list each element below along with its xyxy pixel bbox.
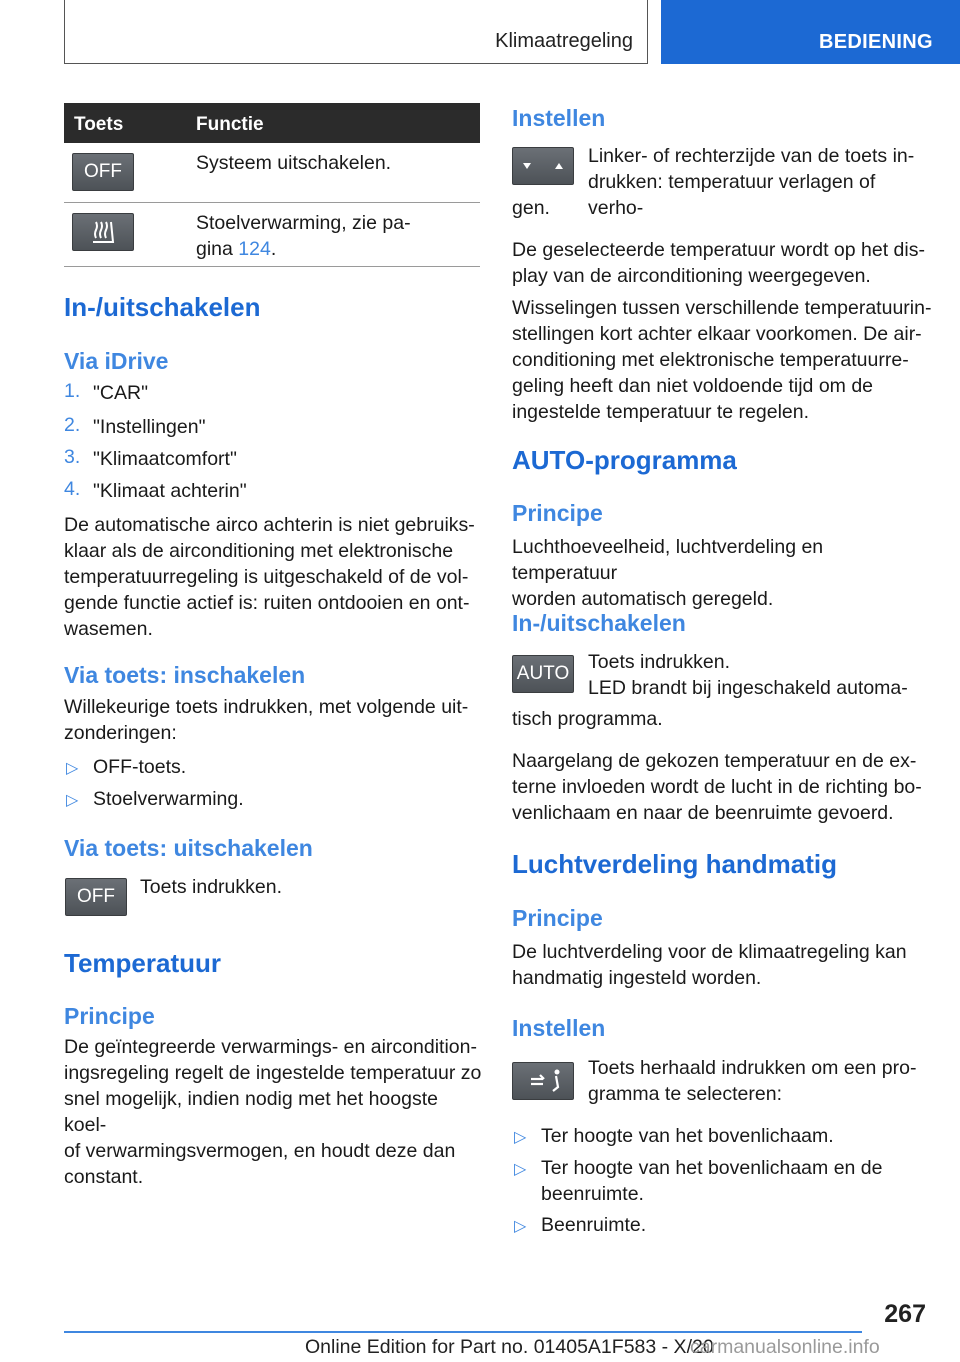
table-row-function <box>196 210 411 262</box>
paragraph: De geselecteerde temperatuur wordt op het dis- play van de airconditioning weergegeven. <box>512 239 925 287</box>
chapter-title: Klimaatregeling <box>495 30 633 52</box>
bullet-text: Ter hoogte van het bovenlichaam. <box>541 1125 834 1147</box>
paragraph: gen. <box>512 197 550 219</box>
paragraph: De automatische airco achterin is niet gebruiks- klaar als de airconditioning met elektronische temperatuurregeling is uitgeschakeld of de vol- gende functie actief is: ruiten ontdooien en ont- wasemen. <box>64 514 475 640</box>
bullet-triangle-icon: ▷ <box>514 1129 527 1146</box>
bullet-triangle-icon: ▷ <box>514 1161 527 1178</box>
paragraph: Toets indrukken. <box>140 876 282 898</box>
heading-idrive: Via iDrive <box>64 348 169 374</box>
paragraph: Linker- of rechterzijde van de toets in- drukken: temperatuur verlagen of verho- <box>588 145 915 219</box>
heading-key-on: Via toets: inschakelen <box>64 662 306 688</box>
heading-set: Instellen <box>512 105 606 131</box>
bullet-text: Beenruimte. <box>541 1214 647 1236</box>
heading-onoff: In-/uitschakelen <box>512 610 686 636</box>
step-text: "Klimaatcomfort" <box>93 448 237 470</box>
page-number: 267 <box>884 1300 926 1328</box>
paragraph: Toets indrukken. LED brandt bij ingeschakeld automa- <box>588 651 908 699</box>
bullet-text: Ter hoogte van het bovenlichaam en de beenruimte. <box>541 1157 883 1205</box>
paragraph: Wisselingen tussen verschillende temperatuurin- stellingen kort achter elkaar voorkomen. De air- conditioning met elektronische temperatuurre- geling heeft dan niet voldoende tijd om de ingestelde temperatuur te regelen. <box>512 297 932 423</box>
heading-auto-program: AUTO-programma <box>512 445 737 475</box>
footer-watermark: carmanualsonline.info <box>690 1336 880 1358</box>
heading-principle: Principe <box>512 905 603 931</box>
heading-set: Instellen <box>512 1015 606 1041</box>
step-number: 4. <box>64 478 81 500</box>
heading-principle: Principe <box>64 1003 155 1029</box>
bullet-text: Stoelverwarming. <box>93 788 244 810</box>
table-divider <box>64 266 480 267</box>
bullet-triangle-icon: ▷ <box>66 760 79 777</box>
bullet-triangle-icon: ▷ <box>66 792 79 809</box>
off-key-label: OFF <box>77 886 115 907</box>
step-number: 2. <box>64 414 81 436</box>
paragraph: Naargelang de gekozen temperatuur en de ex- terne invloeden wordt de lucht in de richting bo- venlichaam en naar de beenruimte gevoerd. <box>512 750 922 824</box>
seat-heating-icon <box>72 213 134 251</box>
paragraph: Willekeurige toets indrukken, met volgende uit- zonderingen: <box>64 696 469 744</box>
table-divider <box>64 202 480 203</box>
header-chapter-box <box>64 0 648 64</box>
table-header-key: Toets <box>74 114 124 135</box>
step-text: "Instellingen" <box>93 416 206 438</box>
table-header <box>64 103 480 143</box>
off-key-icon <box>65 878 127 916</box>
step-number: 3. <box>64 446 81 468</box>
section-title: BEDIENING <box>819 31 933 53</box>
page-ref-link[interactable]: 124 <box>238 238 271 260</box>
temperature-key-icon <box>512 147 574 185</box>
heading-temperature: Temperatuur <box>64 948 221 978</box>
heading-manual-air-distribution: Luchtverdeling handmatig <box>512 849 838 879</box>
function-line: gina <box>196 238 239 260</box>
off-key-label: OFF <box>84 161 122 182</box>
paragraph: De geïntegreerde verwarmings- en aircondition- ingsregeling regelt de ingestelde temperatuur zo snel mogelijk, indien nodig met het hoogste koel- of verwarmingsvermogen, en houdt deze dan constant. <box>64 1036 482 1188</box>
paragraph: Toets herhaald indrukken om een pro- gramma te selecteren: <box>588 1057 917 1105</box>
table-header-function: Functie <box>196 114 264 135</box>
bullet-text: OFF-toets. <box>93 756 187 778</box>
period: . <box>270 238 277 260</box>
step-text: "CAR" <box>93 382 149 404</box>
heading-key-off: Via toets: uitschakelen <box>64 835 313 861</box>
off-key-icon <box>72 153 134 191</box>
paragraph: tisch programma. <box>512 708 663 730</box>
footer-divider <box>64 1331 862 1333</box>
header-section-box <box>661 0 960 64</box>
footer-edition: Online Edition for Part no. 01405A1F583 - X/20 <box>305 1336 714 1358</box>
paragraph: De luchtverdeling voor de klimaatregeling kan handmatig ingesteld worden. <box>512 941 907 989</box>
auto-key-label: AUTO <box>516 663 570 684</box>
step-text: "Klimaat achterin" <box>93 480 247 502</box>
heading-principle: Principe <box>512 500 603 526</box>
bullet-triangle-icon: ▷ <box>514 1218 527 1235</box>
air-distribution-key-icon <box>512 1062 574 1100</box>
paragraph: Luchthoeveelheid, luchtverdeling en temperatuur worden automatisch geregeld. <box>512 536 824 610</box>
table-row-function: Systeem uitschakelen. <box>196 152 392 174</box>
step-number: 1. <box>64 380 81 402</box>
heading-onoff: In-/uitschakelen <box>64 292 261 322</box>
auto-key-icon <box>512 655 574 693</box>
function-line: Stoelverwarming, zie pa- <box>196 212 411 234</box>
